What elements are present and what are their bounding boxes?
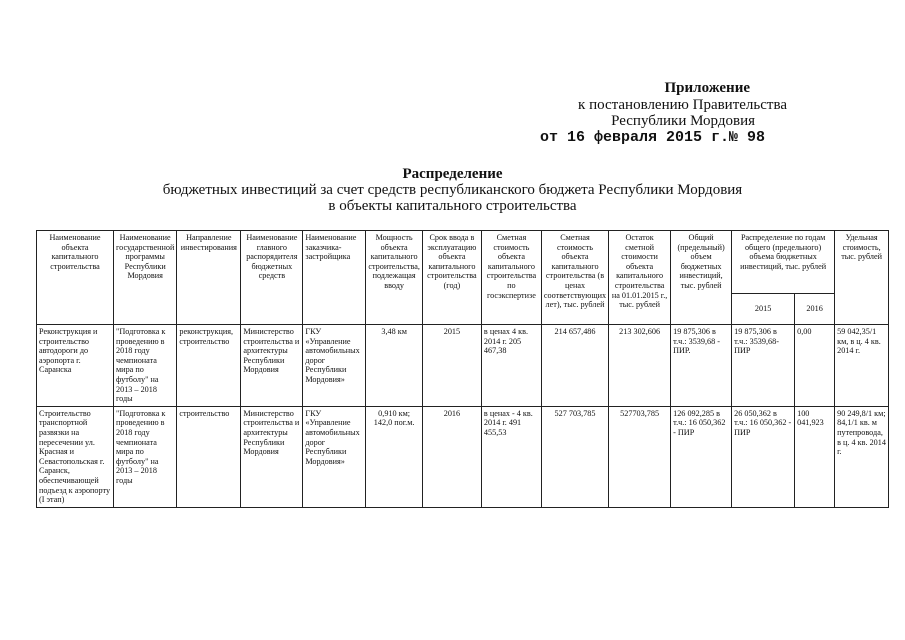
- cell-capacity: 3,48 км: [366, 325, 423, 407]
- appendix-resolution: к постановлению Правительства: [578, 97, 787, 113]
- cell-estimate-cost: 214 657,486: [541, 325, 608, 407]
- column-header: Срок ввода в эксплуатацию объекта капитального строительства (год): [422, 231, 481, 325]
- table-row: [37, 406, 889, 507]
- cell-total: 126 092,285 в т.ч.: 16 050,362 - ПИР: [671, 406, 732, 507]
- document-subtitle: бюджетных инвестиций за счет средств республиканского бюджета Республики Мордовия: [162, 182, 743, 198]
- cell-capacity: 0,910 км; 142,0 пог.м.: [366, 406, 423, 507]
- column-header: Мощность объекта капитального строительства, подлежащая вводу: [366, 231, 423, 325]
- table-header-row: [37, 231, 889, 294]
- year-header-2016: 2016: [795, 294, 835, 325]
- cell-year: 2015: [422, 325, 481, 407]
- investment-table: [36, 230, 889, 508]
- column-header: Общий (предельный) объем бюджетных инвестиций, тыс. рублей: [671, 231, 732, 325]
- cell-customer: ГКУ «Управление автомобильных дорог Республики Мордовия»: [303, 325, 366, 407]
- cell-remainder: 527703,785: [609, 406, 671, 507]
- column-header: Остаток сметной стоимости объекта капитального строительства на 01.01.2015 г., тыс. рублей: [609, 231, 671, 325]
- column-header: Наименование заказчика-застройщика: [303, 231, 366, 325]
- cell-customer: ГКУ «Управление автомобильных дорог Республики Мордовия»: [303, 406, 366, 507]
- column-header: Сметная стоимость объекта капитального строительства (в ценах соответствующих лет), тыс. рублей: [541, 231, 608, 325]
- cell-manager: Министерство строительства и архитектуры Республики Мордовия: [241, 406, 303, 507]
- appendix-title: Приложение: [664, 80, 750, 96]
- column-header: Наименование государственной программы Республики Мордовия: [114, 231, 177, 325]
- cell-estimate-cost: 527 703,785: [541, 406, 608, 507]
- column-header: Наименование главного распорядителя бюджетных средств: [241, 231, 303, 325]
- appendix-date-number: от 16 февраля 2015 г.№ 98: [539, 129, 765, 146]
- column-header: Удельная стоимость, тыс. рублей: [835, 231, 889, 325]
- column-header: Сметная стоимость объекта капитального строительства по госэкспертизе: [481, 231, 541, 325]
- cell-year: 2016: [422, 406, 481, 507]
- cell-program: "Подготовка к проведению в 2018 году чемпионата мира по футболу" на 2013 – 2018 годы: [114, 406, 177, 507]
- column-header: Наименование объекта капитального строительства: [37, 231, 114, 325]
- cell-total: 19 875,306 в т.ч.: 3539,68 - ПИР.: [671, 325, 732, 407]
- cell-object: Реконструкция и строительство автодороги до аэропорта г. Саранска: [37, 325, 114, 407]
- cell-2015: 19 875,306 в т.ч.: 3539,68-ПИР: [732, 325, 795, 407]
- document-subtitle-2: в объекты капитального строительства: [328, 198, 577, 214]
- cell-program: "Подготовка к проведению в 2018 году чемпионата мира по футболу" на 2013 – 2018 годы: [114, 325, 177, 407]
- column-header: Распределение по годам общего (предельного) объема бюджетных инвестиций, тыс. рублей: [732, 231, 835, 294]
- cell-unit-cost: 90 249,8/1 км; 84,1/1 кв. м путепровода, в ц. 4 кв. 2014 г.: [835, 406, 889, 507]
- cell-object: Строительство транспортной развязки на пересечении ул. Красная и Севастопольская г. Саранск, обеспечивающей подъезд к аэропорту (I этап): [37, 406, 114, 507]
- cell-direction: реконструкция, строительство: [177, 325, 241, 407]
- cell-remainder: 213 302,606: [609, 325, 671, 407]
- cell-2015: 26 050,362 в т.ч.: 16 050,362 - ПИР: [732, 406, 795, 507]
- cell-estimate-expert: в ценах 4 кв. 2014 г. 205 467,38: [481, 325, 541, 407]
- cell-unit-cost: 59 042,35/1 км, в ц. 4 кв. 2014 г.: [835, 325, 889, 407]
- cell-2016: 0,00: [795, 325, 835, 407]
- cell-manager: Министерство строительства и архитектуры Республики Мордовия: [241, 325, 303, 407]
- cell-2016: 100 041,923: [795, 406, 835, 507]
- table-row: [37, 325, 889, 407]
- document-title: Распределение: [402, 166, 503, 182]
- column-header: Направление инвестирования: [177, 231, 241, 325]
- year-header-2015: 2015: [732, 294, 795, 325]
- appendix-republic: Республики Мордовия: [611, 113, 755, 129]
- cell-estimate-expert: в ценах - 4 кв. 2014 г. 491 455,53: [481, 406, 541, 507]
- cell-direction: строительство: [177, 406, 241, 507]
